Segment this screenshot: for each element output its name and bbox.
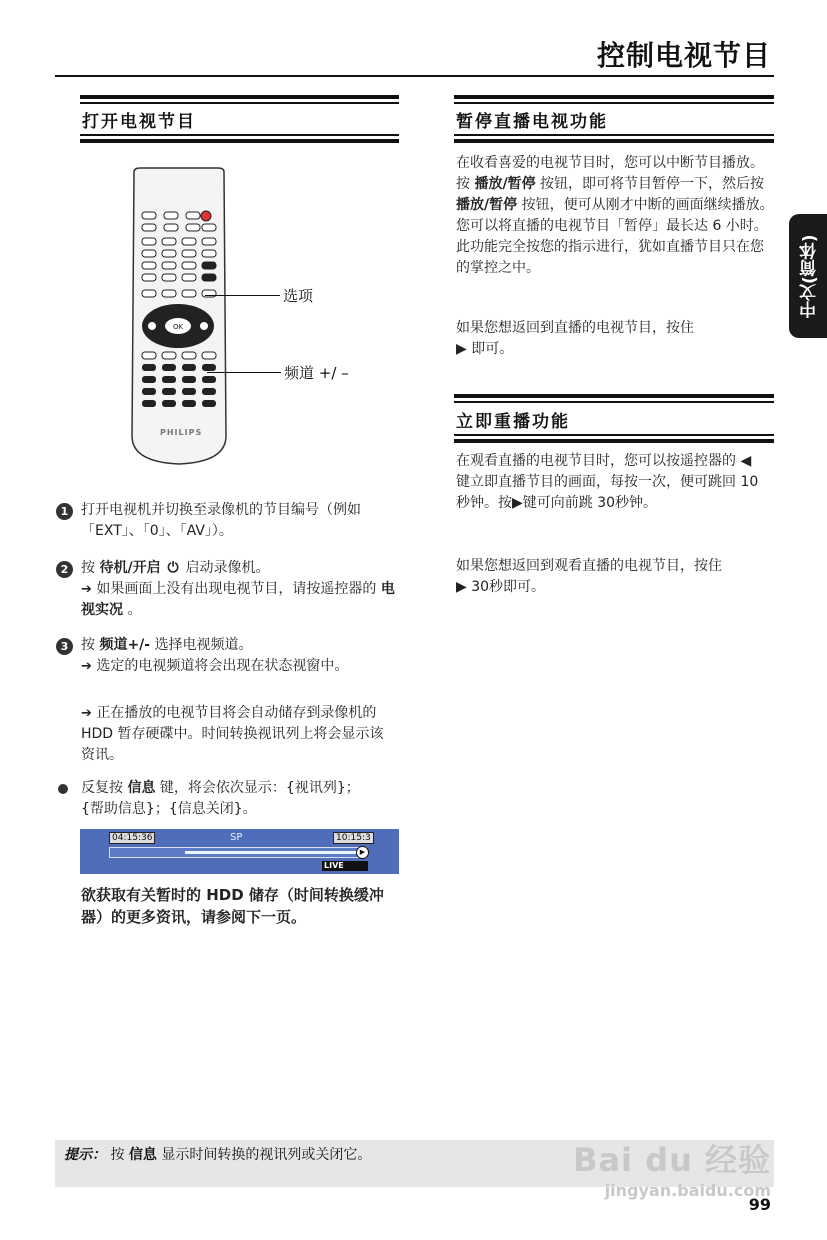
step-2-sub-b: 。 — [127, 602, 142, 618]
replay-paragraph-2-line2: ▶ 30秒即可。 — [456, 579, 546, 595]
replay-section-heading: 立即重播功能 — [456, 412, 570, 432]
pause-heading-rule-top — [454, 95, 774, 99]
timeshift-osd-bar — [80, 829, 399, 874]
pause-heading-rule-bottom-thin — [454, 134, 774, 136]
pause-heading-rule-bottom — [454, 139, 774, 143]
remote-control-image — [128, 166, 230, 466]
tip-info-button-label: 信息 — [128, 1147, 157, 1163]
watermark-logo: Bai du 经验 — [573, 1141, 771, 1179]
left-heading-rule-bottom-thin — [80, 134, 399, 136]
baidu-watermark — [573, 1135, 771, 1200]
page-title: 控制电视节目 — [596, 39, 771, 72]
play-icon: ▶ — [356, 846, 369, 859]
arrow-right-icon: ➔ — [81, 659, 92, 674]
left-section-heading: 打开电视节目 — [82, 112, 196, 132]
options-callout-label: 选项 — [283, 287, 314, 305]
replay-heading-rule-top-thin — [454, 401, 774, 403]
step-3-sub-2-text: 正在播放的电视节目将会自动储存到录像机的 HDD 暂存硬碟中。时间转换视讯列上将会显示该资讯。 — [81, 705, 384, 763]
watermark-url: jingyan.baidu.com — [604, 1181, 771, 1200]
tip-suffix: 显示时间转换的视讯列或关闭它。 — [161, 1147, 372, 1163]
osd-progress-fill — [185, 851, 365, 854]
step-2-text — [81, 558, 401, 579]
standby-button-label: 待机/开启 — [99, 560, 161, 576]
pause-paragraph-2-line2: ▶ 即可。 — [456, 341, 514, 357]
step-2-sub-a: 如果画面上没有出现电视节目，请按遥控器的 — [96, 581, 377, 597]
more-info-text: 欲获取有关暂时的 HDD 储存（时间转换缓冲器）的更多资讯，请参阅下一页。 — [81, 886, 384, 926]
pause-paragraph-2: 如果您想返回到直播的电视节目，按住 — [456, 320, 694, 336]
arrow-right-icon: ➔ — [81, 706, 92, 721]
tip-text — [64, 1144, 371, 1164]
step-3-sub-1-text: 选定的电视频道将会出现在状态视窗中。 — [96, 658, 349, 674]
step-2-prefix: 按 — [81, 560, 95, 576]
channel-callout-line — [207, 372, 281, 373]
pause-paragraph-1 — [456, 153, 774, 279]
pause-heading-rule-top-thin — [454, 102, 774, 104]
play-pause-button-label: 播放/暂停 — [474, 176, 536, 192]
tip-prefix: 按 — [110, 1147, 125, 1163]
step-3-sub-2 — [81, 703, 396, 766]
osd-live-badge: LIVE — [322, 861, 368, 871]
pause-p1-c: 按钮，便可从刚才中断的画面继续播放。您可以将直播的电视节目「暂停」最长达 6 小时。此功能完全按您的指示进行，犹如直播节目只在您的掌控之中。 — [456, 197, 774, 276]
power-icon: ⏻ — [167, 560, 179, 576]
arrow-right-icon: ➔ — [81, 582, 92, 597]
pause-p1-b: 按钮，即可将节目暂停一下，然后按 — [540, 176, 765, 192]
channel-callout-label: 频道 +/ – — [284, 364, 349, 382]
step-2-number: 2 — [56, 561, 73, 578]
play-pause-button-label-2: 播放/暂停 — [456, 197, 518, 213]
tip-label: 提示： — [64, 1147, 106, 1163]
left-heading-rule-bottom — [80, 139, 399, 143]
osd-time-right: 10:15:3 — [333, 832, 374, 844]
info-bullet-prefix: 反复按 — [81, 780, 123, 796]
replay-heading-rule-bottom — [454, 439, 774, 443]
language-side-tab — [789, 214, 827, 338]
step-3-number: 3 — [56, 638, 73, 655]
replay-paragraph-2: 如果您想返回到观看直播的电视节目，按住 — [456, 558, 722, 574]
osd-time-left: 04:15:36 — [109, 832, 155, 844]
step-3-prefix: 按 — [81, 637, 95, 653]
page-number: 99 — [748, 1195, 771, 1214]
step-3-sub-1 — [81, 656, 396, 677]
remote-control-icon — [128, 166, 230, 466]
info-button-label: 信息 — [127, 780, 156, 796]
osd-progress-track — [109, 847, 367, 858]
replay-paragraph-1: 在观看直播的电视节目时，您可以按遥控器的 ◀ 键立即直播节目的画面，每按一次，便可跳回 10 秒钟。按▶键可向前跳 30秒钟。 — [456, 453, 759, 511]
options-callout-line — [205, 295, 280, 296]
step-3-text — [81, 635, 401, 656]
left-heading-rule-top — [80, 95, 399, 99]
osd-mode: SP — [230, 832, 243, 843]
channel-button-label: 频道+/- — [99, 637, 151, 653]
language-tab-label: 中文(简体) — [800, 234, 820, 318]
bullet-icon — [58, 784, 68, 794]
step-1-number: 1 — [56, 503, 73, 520]
info-bullet-suffix: 键，将会依次显示：{视讯列}；{帮助信息}；{信息关闭}。 — [81, 780, 360, 817]
info-bullet-text — [81, 778, 381, 820]
header-rule — [55, 75, 774, 77]
step-2-suffix: 启动录像机。 — [185, 560, 270, 576]
remote-brand-label: PHILIPS — [160, 428, 203, 437]
step-1-text: 打开电视机并切换至录像机的节目编号（例如「EXT」、「0」、「AV」）。 — [81, 502, 361, 539]
live-tv-button-label: 电视实况 — [81, 581, 395, 618]
pause-p1-a: 在收看喜爱的电视节目时，您可以中断节目播放。按 — [456, 155, 764, 192]
replay-heading-rule-top — [454, 394, 774, 398]
step-3-suffix: 选择电视频道。 — [154, 637, 253, 653]
left-heading-rule-top-thin — [80, 102, 399, 104]
svg-text:OK: OK — [172, 323, 184, 331]
step-2-subtext — [81, 579, 401, 621]
replay-heading-rule-bottom-thin — [454, 434, 774, 436]
pause-section-heading: 暂停直播电视功能 — [456, 112, 608, 132]
